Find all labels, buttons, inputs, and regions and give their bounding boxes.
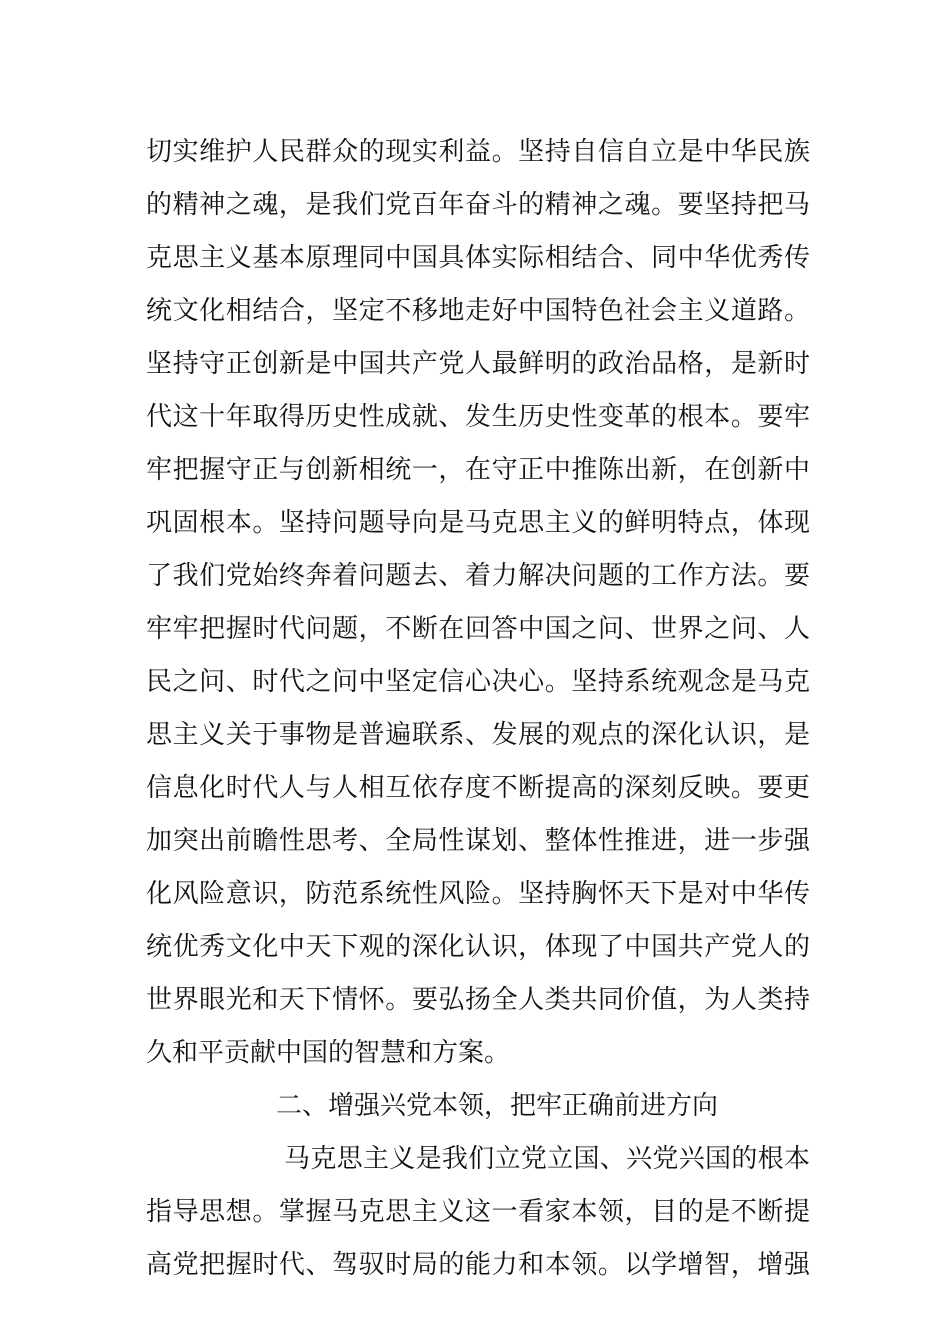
text-line: 牢把握守正与创新相统一，在守正中推陈出新，在创新中 xyxy=(146,455,810,485)
document-body xyxy=(146,126,810,1292)
paragraph-2 xyxy=(146,1133,810,1292)
text-line: 统文化相结合，坚定不移地走好中国特色社会主义道路。 xyxy=(146,296,810,326)
text-line: 民之问、时代之问中坚定信心决心。坚持系统观念是马克 xyxy=(146,667,810,697)
text-line: 代这十年取得历史性成就、发生历史性变革的根本。要牢 xyxy=(146,402,810,432)
text-line: 克思主义基本原理同中国具体实际相结合、同中华优秀传 xyxy=(146,243,810,273)
text-line: 马克思主义是我们立党立国、兴党兴国的根本 xyxy=(284,1144,810,1174)
text-line: 了我们党始终奔着问题去、着力解决问题的工作方法。要 xyxy=(146,561,810,591)
text-line: 思主义关于事物是普遍联系、发展的观点的深化认识，是 xyxy=(146,720,810,750)
section-heading: 二、增强兴党本领，把牢正确前进方向 xyxy=(276,1091,719,1121)
text-line: 久和平贡献中国的智慧和方案。 xyxy=(146,1038,511,1068)
paragraph-1 xyxy=(146,126,810,1080)
text-line: 坚持守正创新是中国共产党人最鲜明的政治品格，是新时 xyxy=(146,349,810,379)
text-line: 化风险意识，防范系统性风险。坚持胸怀天下是对中华传 xyxy=(146,879,810,909)
text-line: 巩固根本。坚持问题导向是马克思主义的鲜明特点，体现 xyxy=(146,508,810,538)
text-line: 高党把握时代、驾驭时局的能力和本领。以学增智，增强 xyxy=(146,1250,810,1280)
text-line: 信息化时代人与人相互依存度不断提高的深刻反映。要更 xyxy=(146,773,810,803)
text-line: 指导思想。掌握马克思主义这一看家本领，目的是不断提 xyxy=(146,1197,810,1227)
text-line: 世界眼光和天下情怀。要弘扬全人类共同价值，为人类持 xyxy=(146,985,810,1015)
text-line: 牢牢把握时代问题，不断在回答中国之问、世界之问、人 xyxy=(146,614,810,644)
text-line: 切实维护人民群众的现实利益。坚持自信自立是中华民族 xyxy=(146,137,810,167)
text-line: 统优秀文化中天下观的深化认识，体现了中国共产党人的 xyxy=(146,932,810,962)
text-line: 加突出前瞻性思考、全局性谋划、整体性推进，进一步强 xyxy=(146,826,810,856)
text-line: 的精神之魂，是我们党百年奋斗的精神之魂。要坚持把马 xyxy=(146,190,810,220)
